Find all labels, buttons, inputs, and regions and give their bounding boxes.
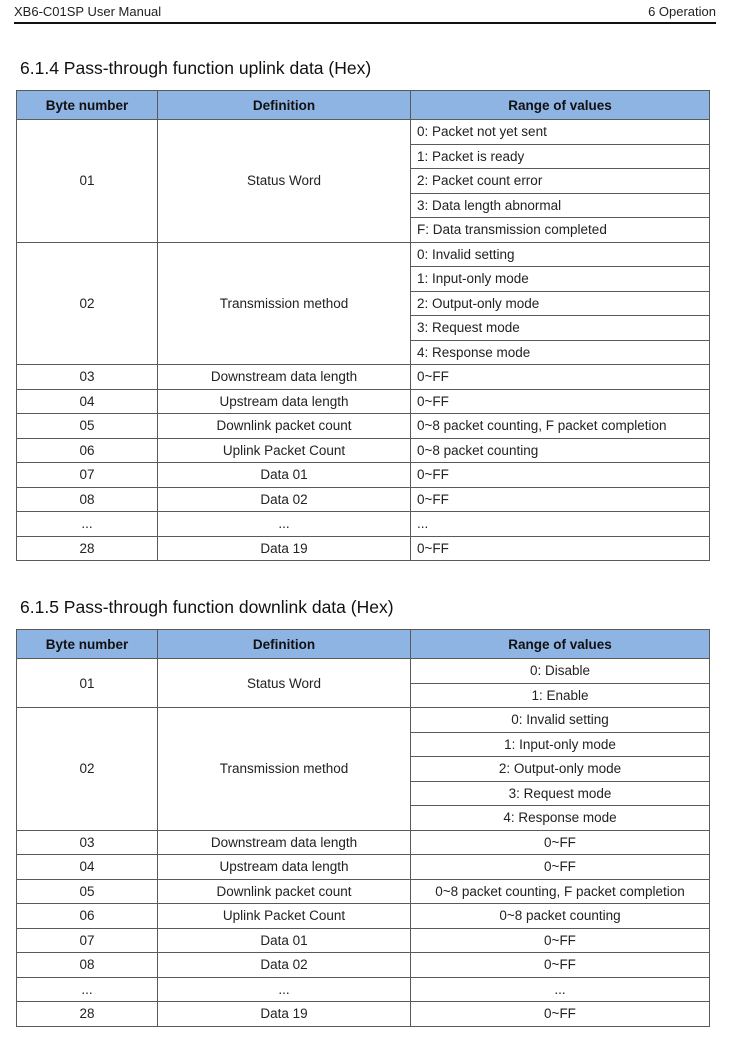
byte-number-cell: 01 [17, 120, 158, 243]
table-row [17, 389, 710, 414]
definition-cell: ... [158, 512, 411, 537]
column-header: Definition [158, 630, 411, 659]
table-header-row [17, 91, 710, 120]
byte-number-cell: 02 [17, 242, 158, 365]
range-value-cell: 0~8 packet counting, F packet completion [411, 414, 710, 439]
byte-number-cell: ... [17, 977, 158, 1002]
definition-cell: Data 02 [158, 487, 411, 512]
table-row [17, 708, 710, 733]
table-row [17, 830, 710, 855]
range-value-cell: 0~8 packet counting [411, 904, 710, 929]
byte-number-cell: 02 [17, 708, 158, 831]
table-row [17, 487, 710, 512]
byte-number-cell: 03 [17, 365, 158, 390]
definition-cell: Status Word [158, 659, 411, 708]
definition-cell: Data 01 [158, 928, 411, 953]
table-row [17, 463, 710, 488]
range-value-cell: 3: Request mode [411, 781, 710, 806]
definition-cell: Uplink Packet Count [158, 438, 411, 463]
range-value-cell: 1: Input-only mode [411, 267, 710, 292]
byte-number-cell: 05 [17, 879, 158, 904]
range-value-cell: 0: Invalid setting [411, 708, 710, 733]
definition-cell: Downstream data length [158, 365, 411, 390]
table-row [17, 904, 710, 929]
range-value-cell: 0~FF [411, 1002, 710, 1027]
range-value-cell: 0~FF [411, 830, 710, 855]
byte-number-cell: 08 [17, 953, 158, 978]
table-row [17, 414, 710, 439]
table-row [17, 855, 710, 880]
range-value-cell: 0~FF [411, 928, 710, 953]
range-value-cell: 0~FF [411, 953, 710, 978]
range-value-cell: 0: Disable [411, 659, 710, 684]
byte-number-cell: 03 [17, 830, 158, 855]
definition-cell: Upstream data length [158, 855, 411, 880]
range-value-cell: 1: Enable [411, 683, 710, 708]
manual-title: XB6-C01SP User Manual [14, 4, 162, 19]
range-value-cell: 4: Response mode [411, 806, 710, 831]
definition-cell: Transmission method [158, 242, 411, 365]
range-value-cell: 1: Input-only mode [411, 732, 710, 757]
definition-cell: Data 19 [158, 1002, 411, 1027]
byte-number-cell: 07 [17, 463, 158, 488]
definition-cell: Transmission method [158, 708, 411, 831]
byte-number-cell: 08 [17, 487, 158, 512]
table-row [17, 438, 710, 463]
table-row [17, 879, 710, 904]
uplink-table [16, 90, 710, 561]
definition-cell: Data 02 [158, 953, 411, 978]
table-row [17, 512, 710, 537]
range-value-cell: 0: Packet not yet sent [411, 120, 710, 145]
definition-cell: Uplink Packet Count [158, 904, 411, 929]
definition-cell: Data 01 [158, 463, 411, 488]
definition-cell: Upstream data length [158, 389, 411, 414]
column-header: Byte number [17, 630, 158, 659]
range-value-cell: 1: Packet is ready [411, 144, 710, 169]
byte-number-cell: 01 [17, 659, 158, 708]
byte-number-cell: 06 [17, 904, 158, 929]
range-value-cell: 0~FF [411, 487, 710, 512]
table-row [17, 659, 710, 684]
range-value-cell: ... [411, 512, 710, 537]
range-value-cell: 0~FF [411, 365, 710, 390]
definition-cell: Downlink packet count [158, 879, 411, 904]
table-row [17, 365, 710, 390]
byte-number-cell: 07 [17, 928, 158, 953]
range-value-cell: 2: Output-only mode [411, 757, 710, 782]
range-value-cell: 4: Response mode [411, 340, 710, 365]
table-row [17, 1002, 710, 1027]
range-value-cell: ... [411, 977, 710, 1002]
chapter-title: 6 Operation [648, 4, 716, 19]
table-row [17, 953, 710, 978]
range-value-cell: 0~FF [411, 536, 710, 561]
range-value-cell: 0~8 packet counting [411, 438, 710, 463]
range-value-cell: 0~FF [411, 463, 710, 488]
table-row [17, 120, 710, 145]
column-header: Range of values [411, 630, 710, 659]
section-title-downlink: 6.1.5 Pass-through function downlink data (Hex) [20, 597, 394, 617]
table-row [17, 536, 710, 561]
downlink-table [16, 629, 710, 1027]
byte-number-cell: ... [17, 512, 158, 537]
byte-number-cell: 04 [17, 855, 158, 880]
range-value-cell: 0~8 packet counting, F packet completion [411, 879, 710, 904]
range-value-cell: 0: Invalid setting [411, 242, 710, 267]
range-value-cell: 0~FF [411, 855, 710, 880]
column-header: Range of values [411, 91, 710, 120]
definition-cell: Status Word [158, 120, 411, 243]
range-value-cell: F: Data transmission completed [411, 218, 710, 243]
byte-number-cell: 28 [17, 1002, 158, 1027]
table-header-row [17, 630, 710, 659]
range-value-cell: 0~FF [411, 389, 710, 414]
definition-cell: ... [158, 977, 411, 1002]
byte-number-cell: 28 [17, 536, 158, 561]
definition-cell: Downlink packet count [158, 414, 411, 439]
section-title-uplink: 6.1.4 Pass-through function uplink data (Hex) [20, 58, 372, 78]
table-row [17, 977, 710, 1002]
range-value-cell: 3: Data length abnormal [411, 193, 710, 218]
page-header [14, 0, 716, 24]
table-row [17, 928, 710, 953]
range-value-cell: 3: Request mode [411, 316, 710, 341]
column-header: Definition [158, 91, 411, 120]
definition-cell: Downstream data length [158, 830, 411, 855]
byte-number-cell: 06 [17, 438, 158, 463]
byte-number-cell: 05 [17, 414, 158, 439]
range-value-cell: 2: Packet count error [411, 169, 710, 194]
table-row [17, 242, 710, 267]
column-header: Byte number [17, 91, 158, 120]
range-value-cell: 2: Output-only mode [411, 291, 710, 316]
definition-cell: Data 19 [158, 536, 411, 561]
byte-number-cell: 04 [17, 389, 158, 414]
